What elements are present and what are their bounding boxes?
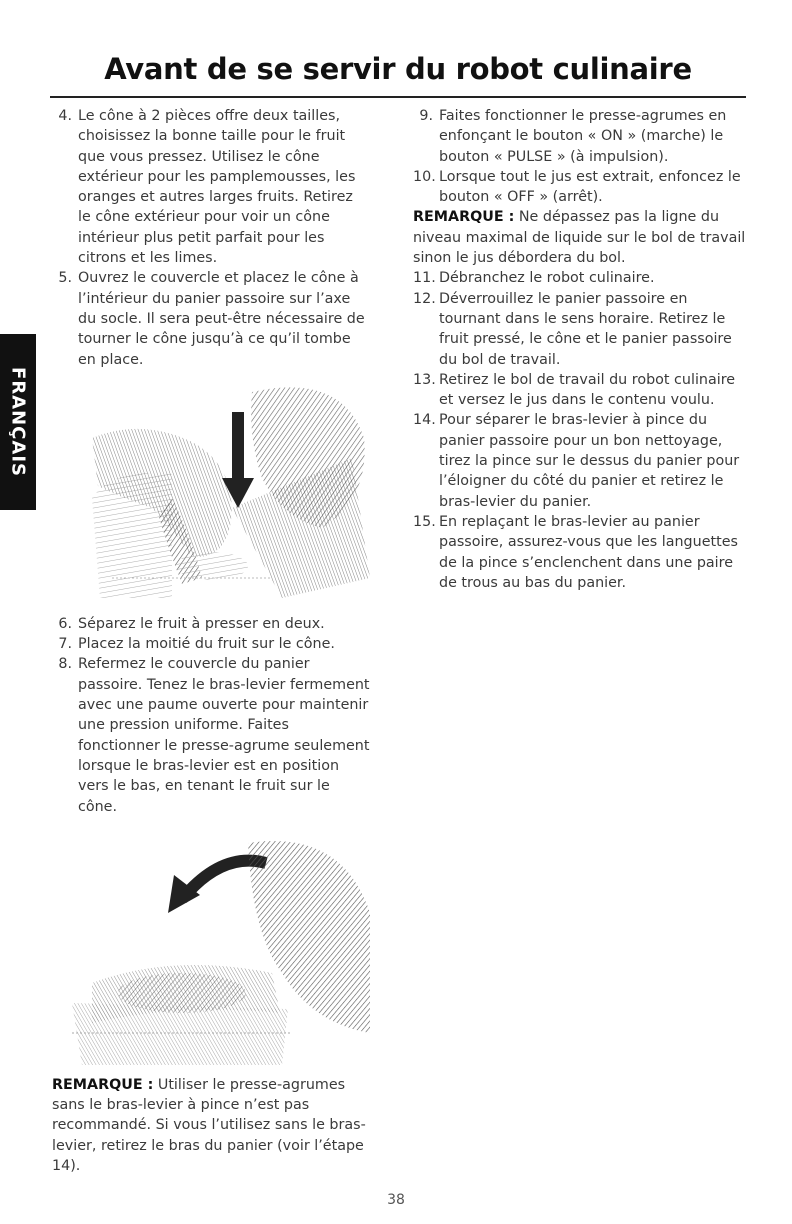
step-text: Pour séparer le bras-levier à pince du panier passoire pour un bon nettoyage, tirez la pince sur le dessus du panier pour l’éloigner du côté du panier et retirez le bras-levier du panier. — [439, 412, 740, 510]
step-10: 10. Lorsque tout le jus est extrait, enfoncez le bouton « OFF » (arrêt). — [413, 168, 741, 206]
step-text: Débranchez le robot culinaire. — [439, 270, 655, 287]
step-7: 7. Placez la moitié du fruit sur le cône. — [58, 636, 335, 653]
illustration-lever-arm — [52, 833, 370, 1065]
steps-list-right-b — [413, 268, 749, 593]
step-4: 4. Le cône à 2 pièces offre deux tailles, choisissez la bonne taille pour le fruit que vous pressez. Utilisez le cône extérieur pour les pamplemousses, les oranges et autres larges fruits. Retirez le cône extérieur pour voir un cône intérieur plus petit parfait pour les citrons et les limes. — [58, 108, 356, 267]
page-number: 38 — [387, 1192, 405, 1208]
step-6: 6. Séparez le fruit à presser en deux. — [58, 615, 325, 632]
hand-pressing-fruit-illustration — [52, 378, 370, 604]
step-9: 9. Faites fonctionner le presse-agrumes en enfonçant le bouton « ON » (marche) le bouton « PULSE » (à impulsion). — [419, 108, 727, 165]
note-text: Ne dépassez pas la ligne du niveau maximal de liquide sur le bol de travail sinon le jus débordera du bol. — [413, 209, 746, 267]
step-8: 8. Refermez le couvercle du panier passoire. Tenez le bras-levier fermement avec une paume ouverte pour maintenir une pression uniforme. Faites fonctionner le presse-agrume seulement lorsque le bras-levier est en position vers le bas, en tenant le fruit sur le cône. — [58, 656, 370, 815]
step-text: Refermez le couvercle du panier passoire. Tenez le bras-levier fermement avec une paume ouverte pour maintenir une pression uniforme. Faites fonctionner le presse-agrume seulement lorsque le bras-levier est en position vers le bas, en tenant le fruit sur le cône. — [78, 656, 370, 815]
page-title: Avant de se servir du robot culinaire — [104, 52, 692, 86]
step-13: 13. Retirez le bol de travail du robot culinaire et versez le jus dans le contenu voulu. — [413, 371, 736, 409]
illustration-placing-fruit — [52, 378, 370, 604]
language-tab-label: FRANÇAIS — [7, 367, 29, 477]
step-text: Retirez le bol de travail du robot culinaire et versez le jus dans le contenu voulu. — [439, 371, 736, 409]
step-text: Le cône à 2 pièces offre deux tailles, choisissez la bonne taille pour le fruit que vous pressez. Utilisez le cône extérieur pour les pamplemousses, les oranges et autres larges fruits. Retirez le cône extérieur pour voir un cône intérieur plus petit parfait pour les citrons et les limes. — [78, 108, 356, 267]
note-text: Utiliser le presse-agrumes sans le bras-levier à pince n’est pas recommandé. Si vous l’utilisez sans le bras-levier, retirez le bras du panier (voir l’étape 14). — [52, 1076, 366, 1175]
left-note — [52, 1075, 370, 1176]
step-11: 11. Débranchez le robot culinaire. — [413, 270, 655, 287]
step-text: Lorsque tout le jus est extrait, enfoncez le bouton « OFF » (arrêt). — [439, 168, 741, 206]
step-text: Ouvrez le couvercle et placez le cône à l’intérieur du panier passoire sur l’axe du socle. Il sera peut-être nécessaire de tourner le cône jusqu’à ce qu’il tombe en place. — [78, 270, 365, 368]
step-14: 14. Pour séparer le bras-levier à pince du panier passoire pour un bon nettoyage, tirez la pince sur le dessus du panier pour l’éloigner du côté du panier et retirez le bras-levier du panier. — [413, 412, 740, 510]
step-text: Faites fonctionner le presse-agrumes en enfonçant le bouton « ON » (marche) le bouton « PULSE » (à impulsion). — [439, 108, 727, 165]
left-column — [52, 106, 370, 1176]
right-note — [413, 207, 749, 268]
step-text: Déverrouillez le panier passoire en tournant dans le sens horaire. Retirez le fruit pressé, le cône et le panier passoire du bol de travail. — [439, 290, 732, 368]
step-text: En replaçant le bras-levier au panier passoire, assurez-vous que les languettes de la pince s’enclenchent dans une paire de trous au bas du panier. — [439, 513, 738, 591]
language-tab — [0, 334, 36, 510]
steps-list-right-a — [413, 106, 749, 207]
note-label: REMARQUE : — [52, 1076, 154, 1093]
step-text: Placez la moitié du fruit sur le cône. — [78, 636, 335, 653]
note-label: REMARQUE : — [413, 209, 515, 226]
step-12: 12. Déverrouillez le panier passoire en tournant dans le sens horaire. Retirez le fruit pressé, le cône et le panier passoire du bol de travail. — [413, 290, 732, 368]
step-5: 5. Ouvrez le couvercle et placez le cône à l’intérieur du panier passoire sur l’axe du socle. Il sera peut-être nécessaire de tourner le cône jusqu’à ce qu’il tombe en place. — [58, 270, 365, 368]
title-rule — [50, 96, 746, 98]
steps-list-left-b — [52, 614, 370, 817]
steps-list-left-a — [52, 106, 370, 370]
lever-arm-illustration — [52, 833, 370, 1065]
right-column — [413, 106, 749, 593]
step-15: 15. En replaçant le bras-levier au panier passoire, assurez-vous que les languettes de la pince s’enclenchent dans une paire de trous au bas du panier. — [413, 513, 738, 591]
step-text: Séparez le fruit à presser en deux. — [78, 615, 325, 632]
